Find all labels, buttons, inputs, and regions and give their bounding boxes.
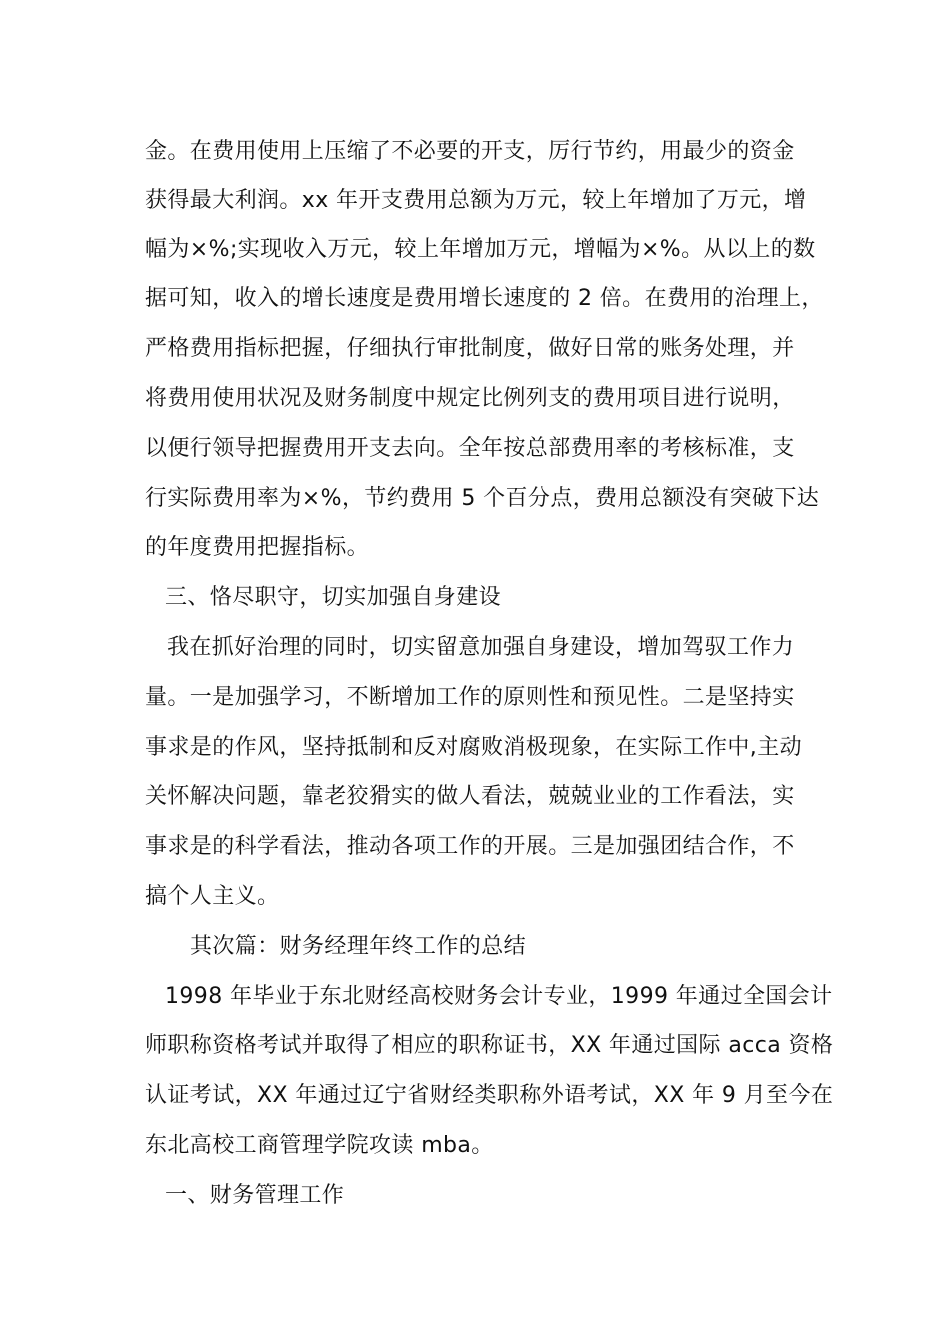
text-line: 严格费用指标把握，仔细执行审批制度，做好日常的账务处理，并 xyxy=(145,336,795,361)
text-line: 获得最大利润。xx 年开支费用总额为万元，较上年增加了万元，增 xyxy=(145,188,807,213)
text-line: 关怀解决问题，靠老狡猾实的做人看法，兢兢业业的工作看法，实 xyxy=(145,784,795,809)
text-line: 事求是的科学看法，推动各项工作的开展。三是加强团结合作，不 xyxy=(145,834,795,859)
text-line: 量。一是加强学习，不断增加工作的原则性和预见性。二是坚持实 xyxy=(145,685,795,710)
text-line: 搞个人主义。 xyxy=(145,884,280,909)
text-line: 我在抓好治理的同时，切实留意加强自身建设，增加驾驭工作力 xyxy=(167,635,795,660)
text-line: 师职称资格考试并取得了相应的职称证书，XX 年通过国际 acca 资格 xyxy=(145,1033,834,1058)
text-line: 认证考试，XX 年通过辽宁省财经类职称外语考试，XX 年 9 月至今在 xyxy=(145,1083,834,1108)
section-heading: 其次篇：财务经理年终工作的总结 xyxy=(190,934,527,959)
text-line: 东北高校工商管理学院攻读 mba。 xyxy=(145,1133,494,1158)
text-line: 事求是的作风，坚持抵制和反对腐败消极现象，在实际工作中,主动 xyxy=(145,735,802,760)
section-heading: 三、恪尽职守，切实加强自身建设 xyxy=(165,585,502,610)
text-line: 金。在费用使用上压缩了不必要的开支，厉行节约，用最少的资金 xyxy=(145,139,795,164)
text-line: 将费用使用状况及财务制度中规定比例列支的费用项目进行说明， xyxy=(145,386,795,411)
text-line: 的年度费用把握指标。 xyxy=(145,535,370,560)
text-line: 以便行领导把握费用开支去向。全年按总部费用率的考核标准，支 xyxy=(145,436,795,461)
text-line: 1998 年毕业于东北财经高校财务会计专业，1999 年通过全国会计 xyxy=(165,984,833,1009)
section-heading: 一、财务管理工作 xyxy=(165,1183,345,1208)
text-line: 据可知，收入的增长速度是费用增长速度的 2 倍。在费用的治理上， xyxy=(145,286,824,311)
text-line: 行实际费用率为×%，节约费用 5 个百分点，费用总额没有突破下达 xyxy=(145,486,820,511)
text-line: 幅为×%;实现收入万元，较上年增加万元，增幅为×%。从以上的数 xyxy=(145,237,816,262)
